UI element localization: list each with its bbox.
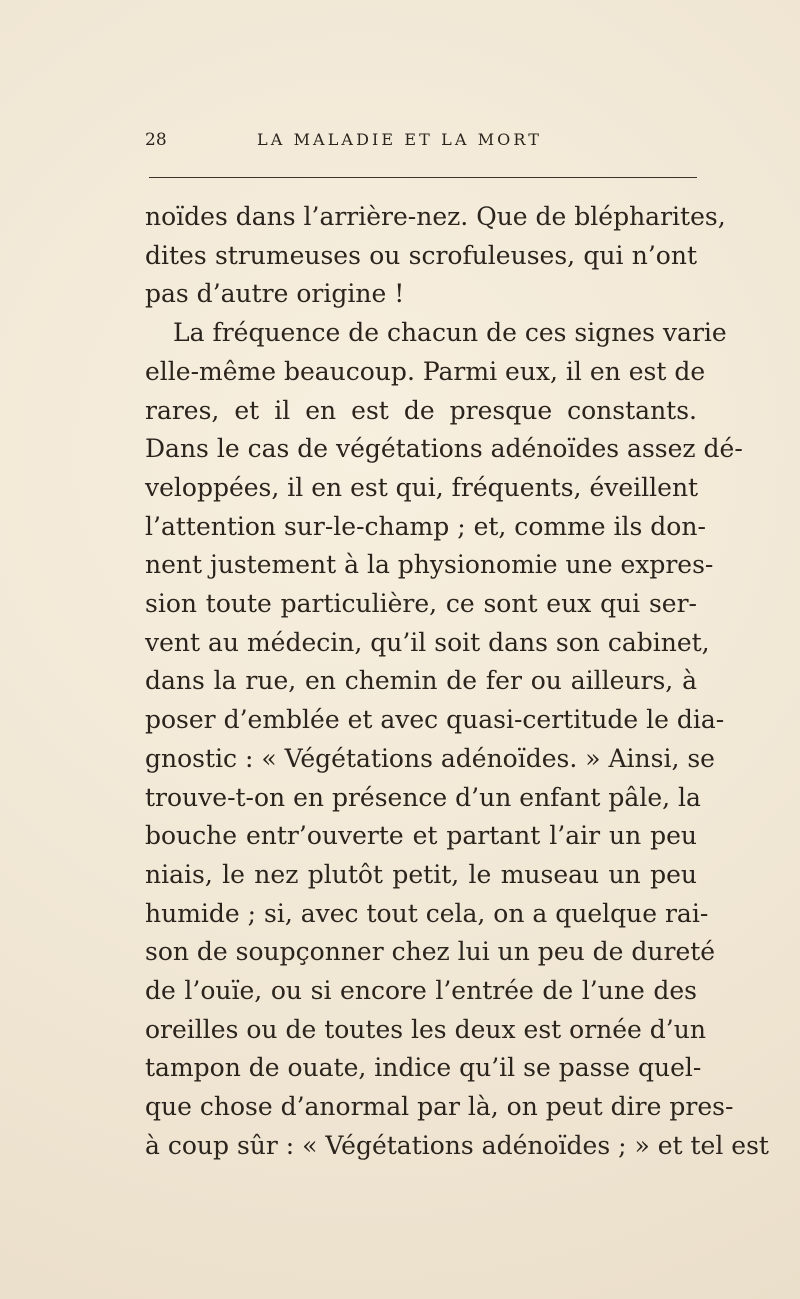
text-line: poser d’emblée et avec quasi-certitude le dia- (145, 705, 725, 735)
text-line: rares, et il en est de presque constants. (145, 395, 697, 425)
text-line: trouve-t-on en présence d’un enfant pâle, la (145, 782, 701, 812)
text-line: vent au médecin, qu’il soit dans son cabinet, (145, 627, 710, 657)
text-line: de l’ouïe, ou si encore l’entrée de l’une des (145, 976, 697, 1006)
text-line: nent justement à la physionomie une expres- (145, 550, 714, 580)
text-line: l’attention sur-le-champ ; et, comme ils don- (145, 511, 706, 541)
header-rule (149, 177, 697, 178)
text-line: sion toute particulière, ce sont eux qui ser- (145, 589, 697, 619)
body-text (145, 198, 769, 1166)
text-line: dans la rue, en chemin de fer ou ailleurs, à (145, 666, 697, 696)
text-line: Dans le cas de végétations adénoïdes assez dé- (145, 434, 743, 464)
text-line: noïdes dans l’arrière-nez. Que de blépharites, (145, 202, 726, 231)
page-header (145, 130, 697, 160)
text-line: humide ; si, avec tout cela, on a quelque rai- (145, 898, 709, 928)
text-line: niais, le nez plutôt petit, le museau un peu (145, 859, 697, 889)
text-line: à coup sûr : « Végétations adénoïdes ; » et tel est (145, 1130, 769, 1160)
text-line: veloppées, il en est qui, fréquents, éveillent (145, 472, 699, 502)
text-line: oreilles ou de toutes les deux est ornée d’un (145, 1014, 706, 1044)
paragraph-first-line: La fréquence de chacun de ces signes varie (173, 318, 727, 348)
text-line: que chose d’anormal par là, on peut dire pres- (145, 1092, 734, 1122)
text-line: dites strumeuses ou scrofuleuses, qui n’ont (145, 240, 697, 270)
text-line: bouche entr’ouverte et partant l’air un peu (145, 821, 697, 851)
text-line: son de soupçonner chez lui un peu de dureté (145, 937, 716, 967)
text-line: pas d’autre origine ! (145, 279, 405, 309)
text-line: elle-même beaucoup. Parmi eux, il en est de (145, 356, 706, 386)
page-number: 28 (145, 130, 167, 150)
text-line: tampon de ouate, indice qu’il se passe quel- (145, 1053, 702, 1083)
text-line: gnostic : « Végétations adénoïdes. » Ainsi, se (145, 743, 715, 773)
running-title: LA MALADIE ET LA MORT (257, 130, 543, 149)
